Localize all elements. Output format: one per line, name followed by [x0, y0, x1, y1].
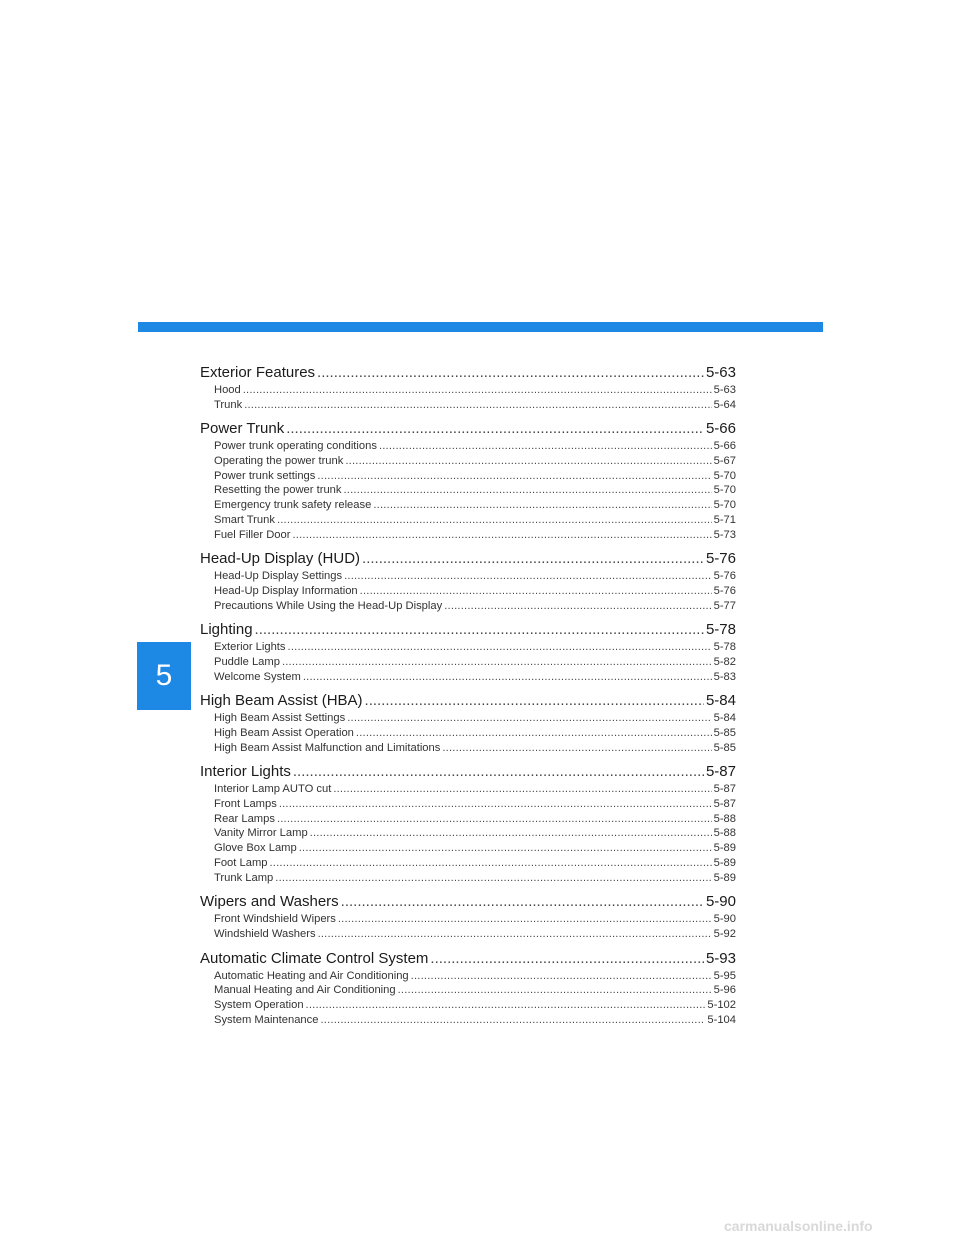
toc-section-page-number: 5-66: [705, 420, 736, 438]
dot-leader: [244, 399, 711, 411]
toc-entry-row[interactable]: [200, 656, 736, 671]
toc-entry-title: Front Lamps: [214, 798, 277, 811]
toc-entry-title: Welcome System: [214, 670, 301, 683]
toc-entry-title: System Maintenance: [214, 1013, 319, 1026]
chapter-tab: [137, 642, 191, 710]
toc-entry-page-number: 5-102: [707, 998, 736, 1011]
toc-entry-row[interactable]: [200, 514, 736, 529]
toc-entry-page-number: 5-77: [713, 599, 736, 612]
chapter-number: 5: [155, 659, 173, 692]
dot-leader: [341, 893, 704, 910]
toc-section-title: Head-Up Display (HUD): [200, 550, 361, 568]
toc-entry-page-number: 5-92: [713, 927, 736, 940]
toc-entry-row[interactable]: [200, 600, 736, 615]
toc-section-page-number: 5-63: [705, 364, 736, 381]
toc-entry-page-number: 5-85: [713, 727, 736, 739]
toc-entry-page-number: 5-89: [713, 842, 736, 855]
toc-entry-page-number: 5-90: [713, 913, 736, 926]
dot-leader: [317, 470, 711, 482]
toc-section-page-number: 5-78: [705, 621, 736, 639]
toc-entry-title: Smart Trunk: [214, 513, 275, 526]
toc-section-row[interactable]: [200, 950, 736, 970]
toc-entry-title: High Beam Assist Malfunction and Limitations: [214, 741, 441, 754]
toc-entry-title: Automatic Heating and Air Conditioning: [214, 969, 409, 982]
toc-entry-page-number: 5-66: [713, 440, 736, 453]
dot-leader: [333, 783, 711, 795]
toc-section-title: Lighting: [200, 621, 253, 639]
toc-entry-page-number: 5-95: [713, 969, 736, 982]
dot-leader: [347, 712, 711, 724]
toc-entry-title: Windshield Washers: [214, 927, 316, 940]
toc-entry-page-number: 5-63: [713, 384, 736, 396]
toc-section-title: Wipers and Washers: [200, 893, 339, 911]
dot-leader: [360, 585, 712, 597]
toc-section-row[interactable]: [200, 621, 736, 641]
toc-entry-title: Vanity Mirror Lamp: [214, 827, 308, 840]
toc-entry-page-number: 5-76: [713, 570, 736, 583]
dot-leader: [318, 928, 712, 940]
dot-leader: [292, 529, 711, 541]
dot-leader: [320, 1014, 705, 1026]
toc-section-title: High Beam Assist (HBA): [200, 692, 363, 710]
dot-leader: [365, 692, 704, 709]
toc-entry-row[interactable]: [200, 384, 736, 399]
dot-leader: [338, 913, 712, 925]
toc-section-page-number: 5-90: [705, 893, 736, 911]
toc-entry-row[interactable]: [200, 1014, 736, 1029]
toc-entry-page-number: 5-76: [713, 584, 736, 597]
toc-section: [200, 763, 736, 886]
toc-entry-title: Rear Lamps: [214, 812, 275, 825]
toc-entry-row[interactable]: [200, 484, 736, 499]
dot-leader: [362, 550, 704, 567]
toc-entry-title: Hood: [214, 384, 241, 396]
toc-section: [200, 420, 736, 543]
toc-entry-row[interactable]: [200, 570, 736, 585]
dot-leader: [430, 950, 704, 967]
toc-entry-title: Manual Heating and Air Conditioning: [214, 984, 396, 997]
toc-entry-row[interactable]: [200, 928, 736, 943]
toc-entry-page-number: 5-88: [713, 812, 736, 825]
toc-entry-row[interactable]: [200, 440, 736, 455]
dot-leader: [277, 813, 712, 825]
toc-entry-row[interactable]: [200, 984, 736, 999]
toc-entry-row[interactable]: [200, 842, 736, 857]
toc-section: [200, 621, 736, 685]
toc-entry-page-number: 5-85: [713, 741, 736, 754]
dot-leader: [343, 484, 711, 496]
toc-entry-page-number: 5-67: [713, 455, 736, 468]
toc-entry-title: Puddle Lamp: [214, 655, 280, 668]
dot-leader: [243, 384, 712, 396]
toc-section-row[interactable]: [200, 692, 736, 712]
toc-entry-title: Head-Up Display Settings: [214, 570, 343, 583]
dot-leader: [317, 364, 704, 381]
table-of-contents: [200, 364, 736, 1035]
toc-section: [200, 950, 736, 1029]
toc-entry-row[interactable]: [200, 671, 736, 686]
toc-entry-page-number: 5-78: [713, 641, 736, 654]
toc-entry-title: Foot Lamp: [214, 856, 268, 869]
dot-leader: [303, 671, 712, 683]
toc-section-page-number: 5-76: [705, 550, 736, 568]
toc-entry-page-number: 5-70: [713, 484, 736, 497]
toc-section: [200, 692, 736, 756]
dot-leader: [306, 999, 706, 1011]
toc-section-row[interactable]: [200, 364, 736, 384]
toc-entry-row[interactable]: [200, 999, 736, 1014]
toc-section-title: Exterior Features: [200, 364, 316, 381]
toc-entry-page-number: 5-64: [713, 398, 736, 411]
toc-entry-page-number: 5-73: [713, 528, 736, 541]
toc-entry-title: Trunk Lamp: [214, 871, 274, 884]
toc-entry-row[interactable]: [200, 529, 736, 544]
toc-section-row[interactable]: [200, 893, 736, 913]
toc-entry-row[interactable]: [200, 585, 736, 600]
dot-leader: [345, 455, 711, 467]
dot-leader: [356, 727, 712, 739]
toc-entry-row[interactable]: [200, 727, 736, 742]
toc-section-row[interactable]: [200, 763, 736, 783]
dot-leader: [299, 842, 712, 854]
dot-leader: [373, 499, 711, 511]
dot-leader: [310, 827, 712, 839]
toc-section-row[interactable]: [200, 550, 736, 570]
toc-entry-page-number: 5-89: [713, 856, 736, 869]
toc-section: [200, 550, 736, 614]
toc-section-title: Automatic Climate Control System: [200, 949, 429, 967]
toc-section-page-number: 5-93: [705, 949, 736, 967]
dot-leader: [269, 857, 711, 869]
toc-section-title: Power Trunk: [200, 420, 285, 438]
toc-entry-title: Precautions While Using the Head-Up Display: [214, 599, 443, 612]
dot-leader: [255, 621, 704, 638]
toc-entry-page-number: 5-104: [707, 1013, 736, 1026]
dot-leader: [442, 742, 711, 754]
toc-entry-row[interactable]: [200, 857, 736, 872]
toc-entry-title: System Operation: [214, 998, 304, 1011]
toc-section: [200, 893, 736, 942]
toc-entry-title: Resetting the power trunk: [214, 484, 342, 497]
toc-entry-title: Glove Box Lamp: [214, 842, 297, 855]
toc-section: [200, 364, 736, 413]
dot-leader: [344, 570, 712, 582]
dot-leader: [379, 440, 712, 452]
toc-entry-page-number: 5-70: [713, 499, 736, 512]
toc-entry-page-number: 5-89: [713, 871, 736, 884]
toc-entry-title: Fuel Filler Door: [214, 528, 291, 541]
toc-entry-title: Operating the power trunk: [214, 455, 344, 468]
toc-entry-row[interactable]: [200, 970, 736, 985]
chapter-header-bar: [138, 322, 823, 332]
dot-leader: [286, 420, 704, 437]
toc-entry-title: Interior Lamp AUTO cut: [214, 783, 332, 796]
toc-section-row[interactable]: [200, 420, 736, 440]
toc-entry-title: High Beam Assist Settings: [214, 712, 346, 725]
toc-entry-title: Trunk: [214, 398, 243, 411]
dot-leader: [398, 984, 712, 996]
toc-entry-page-number: 5-87: [713, 798, 736, 811]
dot-leader: [277, 514, 712, 526]
toc-entry-row[interactable]: [200, 470, 736, 485]
toc-entry-row[interactable]: [200, 827, 736, 842]
dot-leader: [279, 798, 712, 810]
footer-watermark: carmanualsonline.info: [724, 1218, 873, 1234]
toc-entry-row[interactable]: [200, 813, 736, 828]
toc-entry-row[interactable]: [200, 455, 736, 470]
dot-leader: [444, 600, 711, 612]
toc-entry-row[interactable]: [200, 872, 736, 887]
toc-section-title: Interior Lights: [200, 763, 291, 781]
toc-entry-row[interactable]: [200, 798, 736, 813]
toc-entry-page-number: 5-71: [713, 513, 736, 526]
toc-entry-page-number: 5-88: [713, 827, 736, 840]
toc-entry-title: High Beam Assist Operation: [214, 727, 354, 739]
toc-entry-page-number: 5-83: [713, 670, 736, 683]
toc-entry-title: Emergency trunk safety release: [214, 499, 372, 512]
dot-leader: [275, 872, 711, 884]
toc-entry-title: Power trunk operating conditions: [214, 440, 377, 453]
toc-entry-title: Head-Up Display Information: [214, 584, 358, 597]
toc-section-page-number: 5-84: [705, 692, 736, 710]
toc-entry-row[interactable]: [200, 399, 736, 414]
dot-leader: [293, 763, 704, 780]
toc-entry-page-number: 5-70: [713, 469, 736, 482]
dot-leader: [288, 641, 712, 653]
toc-entry-row[interactable]: [200, 742, 736, 757]
toc-entry-page-number: 5-84: [713, 712, 736, 725]
toc-entry-page-number: 5-82: [713, 655, 736, 668]
toc-entry-title: Power trunk settings: [214, 469, 316, 482]
toc-entry-title: Front Windshield Wipers: [214, 913, 336, 926]
toc-section-page-number: 5-87: [705, 763, 736, 781]
toc-entry-row[interactable]: [200, 913, 736, 928]
dot-leader: [411, 970, 712, 982]
toc-entry-row[interactable]: [200, 712, 736, 727]
toc-entry-row[interactable]: [200, 783, 736, 798]
toc-entry-page-number: 5-87: [713, 783, 736, 796]
dot-leader: [282, 656, 712, 668]
toc-entry-row[interactable]: [200, 499, 736, 514]
toc-entry-row[interactable]: [200, 641, 736, 656]
toc-entry-title: Exterior Lights: [214, 641, 286, 654]
toc-entry-page-number: 5-96: [713, 984, 736, 997]
